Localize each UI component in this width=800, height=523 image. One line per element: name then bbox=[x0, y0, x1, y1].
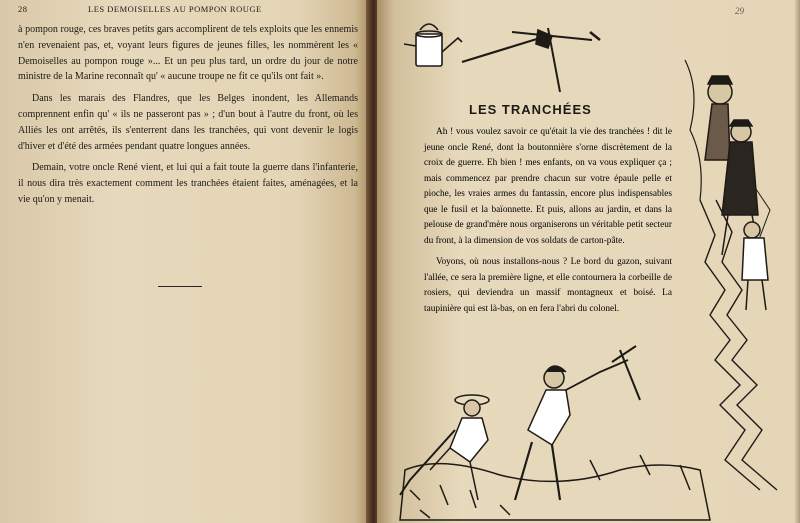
page-number: 28 bbox=[18, 4, 28, 14]
paragraph: Voyons, où nous installons-nous ? Le bord du gazon, suivant l'allée, ce sera la première ligne, et elle contournera la corbeille de rosiers, qui deviendra un massif montagneux et boisé. La taupinière qui est là-bas, on en fera l'abri du colonel. bbox=[424, 257, 672, 314]
corner-page-number: 29 bbox=[735, 6, 744, 16]
running-head-title: LES DEMOISELLES AU POMPON ROUGE bbox=[88, 4, 262, 14]
paragraph: Ah ! vous voulez savoir ce qu'était la vie des tranchées ! dit le jeune oncle René, dont la boutonnière s'orne discrètement de la croix de guerre. Eh bien ! mes enfants, on va vous expliquer ça ; mais commencez par prendre chacun sur votre épaule pelle et pioche, les vraies armes du fantassin, encore plus indispensables que le fusil et la baïonnette. Et puis, allons au jardin, et dans la pelouse de grand'mère nous organiserons un véritable petit secteur du front, à la dimension de vos soldats de carton-pâte. bbox=[424, 127, 672, 246]
watering-can-and-tools-icon bbox=[404, 24, 600, 92]
chapter-title: LES TRANCHÉES bbox=[469, 102, 592, 117]
right-body-text bbox=[424, 125, 672, 323]
paragraph: Demain, votre oncle René vient, et lui qui a fait toute la guerre dans l'infanterie, il nous dira très exactement comment les tranchées étaient faites, aménagées, et la vie qu'on y menait. bbox=[18, 162, 358, 205]
paragraph: à pompon rouge, ces braves petits gars accomplirent de tels exploits que les ennemis n'en revenaient pas, et, voyant leurs figures de jeunes filles, les nommèrent les « Demoiselles au pompon rouge »... Et un peu plus tard, un ordre du jour de notre ministre de la Marine reconnaît qu' « aucune troupe ne fit ce qu'ils ont fait ». bbox=[18, 24, 358, 83]
paragraph: Dans les marais des Flandres, que les Belges inondent, les Allemands comprennent enfin qu' « ils ne passeront pas » ; d'un bout à l'autre du front, où les Alliés les ont arrêtés, ils s'enterrent dans les tranchées, qui vont devenir le logis d'hiver et d'été des armées pendant quatre longues années. bbox=[18, 93, 358, 152]
children-digging-illustration bbox=[400, 346, 710, 520]
